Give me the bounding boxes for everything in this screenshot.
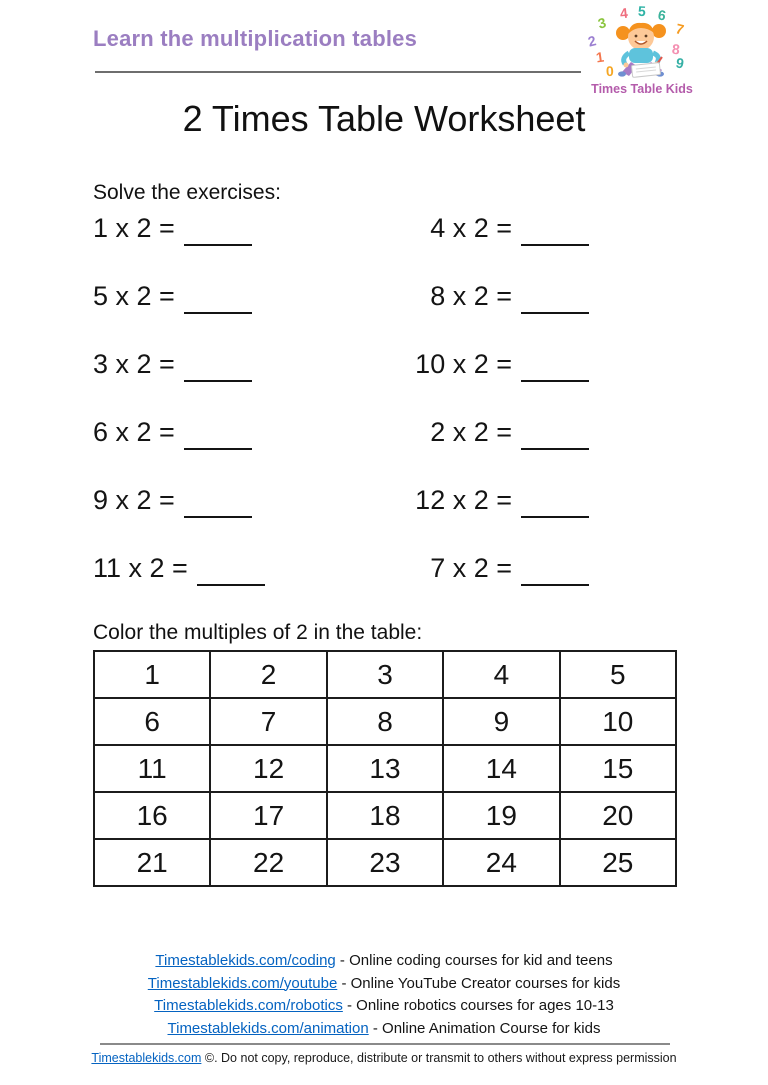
table-cell: 11	[94, 745, 210, 792]
exercise-expression: 11 x 2 =	[93, 553, 188, 583]
robotics-link[interactable]: Timestablekids.com/robotics	[154, 997, 343, 1014]
copyright-text: ©. Do not copy, reproduce, distribute or transmit to others without express permission	[201, 1051, 677, 1065]
exercise-expression: 2 x 2 =	[430, 417, 512, 447]
table-row	[94, 698, 676, 745]
exercise-grid	[93, 212, 675, 584]
logo-digit: 5	[637, 2, 647, 20]
table-cell: 19	[443, 792, 559, 839]
exercise-row	[384, 484, 675, 516]
footer-link-line	[0, 995, 768, 1018]
exercise-expression: 6 x 2 =	[93, 417, 175, 447]
logo-digit: 3	[596, 14, 608, 32]
page-title: 2 Times Table Worksheet	[182, 98, 586, 139]
table-cell: 14	[443, 745, 559, 792]
answer-blank	[521, 444, 589, 450]
table-cell: 13	[327, 745, 443, 792]
answer-blank	[197, 580, 265, 586]
link-description: - Online Animation Course for kids	[368, 1019, 601, 1037]
table-cell: 10	[560, 698, 676, 745]
table-cell: 8	[327, 698, 443, 745]
youtube-link[interactable]: Timestablekids.com/youtube	[147, 974, 338, 992]
answer-blank	[521, 376, 589, 382]
table-cell: 9	[443, 698, 559, 745]
link-description: - Online robotics courses for ages 10-13	[342, 997, 614, 1014]
exercise-row	[93, 484, 384, 516]
table-row	[94, 651, 676, 698]
logo-digit: 1	[594, 48, 605, 66]
answer-blank	[521, 308, 589, 314]
logo-digit: 6	[656, 6, 668, 24]
logo-digit: 9	[674, 54, 686, 72]
table-cell: 3	[327, 651, 443, 698]
footer-link-line	[0, 973, 768, 996]
logo-digit: 8	[671, 40, 681, 58]
exercise-row	[93, 348, 384, 380]
answer-blank	[521, 240, 589, 246]
table-cell: 1	[94, 651, 210, 698]
exercise-expression: 1 x 2 =	[93, 213, 175, 243]
solve-heading: Solve the exercises:	[93, 181, 281, 204]
exercise-expression: 8 x 2 =	[430, 281, 512, 311]
answer-blank	[521, 512, 589, 518]
table-cell: 21	[94, 839, 210, 886]
table-cell: 7	[210, 698, 326, 745]
exercise-expression: 4 x 2 =	[430, 213, 512, 243]
exercise-row	[93, 416, 384, 448]
color-table-heading: Color the multiples of 2 in the table:	[93, 621, 423, 644]
answer-blank	[184, 444, 252, 450]
table-cell: 16	[94, 792, 210, 839]
home-link[interactable]: Timestablekids.com	[91, 1051, 202, 1065]
answer-blank	[184, 240, 252, 246]
table-cell: 17	[210, 792, 326, 839]
table-cell: 20	[560, 792, 676, 839]
coding-link[interactable]: Timestablekids.com/coding	[155, 952, 336, 969]
header-tagline: Learn the multiplication tables	[93, 26, 418, 51]
table-cell: 25	[560, 839, 676, 886]
answer-blank	[521, 580, 589, 586]
logo-digit: 7	[674, 20, 686, 38]
table-cell: 18	[327, 792, 443, 839]
table-cell: 5	[560, 651, 676, 698]
table-row	[94, 839, 676, 886]
exercise-expression: 3 x 2 =	[93, 349, 175, 379]
multiples-table	[93, 650, 677, 887]
exercise-row	[384, 280, 675, 312]
brand-logo	[582, 4, 702, 96]
exercise-row	[384, 212, 675, 244]
footer-link-line	[0, 1018, 768, 1041]
exercise-expression: 10 x 2 =	[415, 349, 512, 379]
logo-digit: 2	[586, 32, 598, 50]
link-description: - Online YouTube Creator courses for kids	[337, 974, 621, 992]
brand-name: Times Table Kids	[591, 82, 693, 96]
table-row	[94, 792, 676, 839]
footer-links	[0, 950, 768, 1040]
exercise-row	[93, 280, 384, 312]
logo-digit: 0	[605, 62, 615, 80]
table-cell: 6	[94, 698, 210, 745]
answer-blank	[184, 512, 252, 518]
table-cell: 23	[327, 839, 443, 886]
table-cell: 2	[210, 651, 326, 698]
exercise-row	[384, 348, 675, 380]
table-cell: 24	[443, 839, 559, 886]
exercise-expression: 12 x 2 =	[415, 485, 512, 515]
copyright-line	[0, 1051, 768, 1065]
exercise-row	[384, 416, 675, 448]
animation-link[interactable]: Timestablekids.com/animation	[167, 1019, 369, 1037]
logo-digit: 4	[619, 4, 629, 22]
table-cell: 22	[210, 839, 326, 886]
table-cell: 4	[443, 651, 559, 698]
header-divider	[95, 71, 581, 73]
table-cell: 12	[210, 745, 326, 792]
footer-divider	[100, 1043, 670, 1045]
exercise-expression: 5 x 2 =	[93, 281, 175, 311]
answer-blank	[184, 308, 252, 314]
link-description: - Online coding courses for kid and teens	[335, 952, 613, 969]
table-cell: 15	[560, 745, 676, 792]
table-row	[94, 745, 676, 792]
exercise-row	[93, 552, 384, 584]
exercise-expression: 7 x 2 =	[430, 553, 512, 583]
answer-blank	[184, 376, 252, 382]
exercise-expression: 9 x 2 =	[93, 485, 175, 515]
exercise-row	[93, 212, 384, 244]
exercise-row	[384, 552, 675, 584]
footer-link-line	[0, 950, 768, 973]
